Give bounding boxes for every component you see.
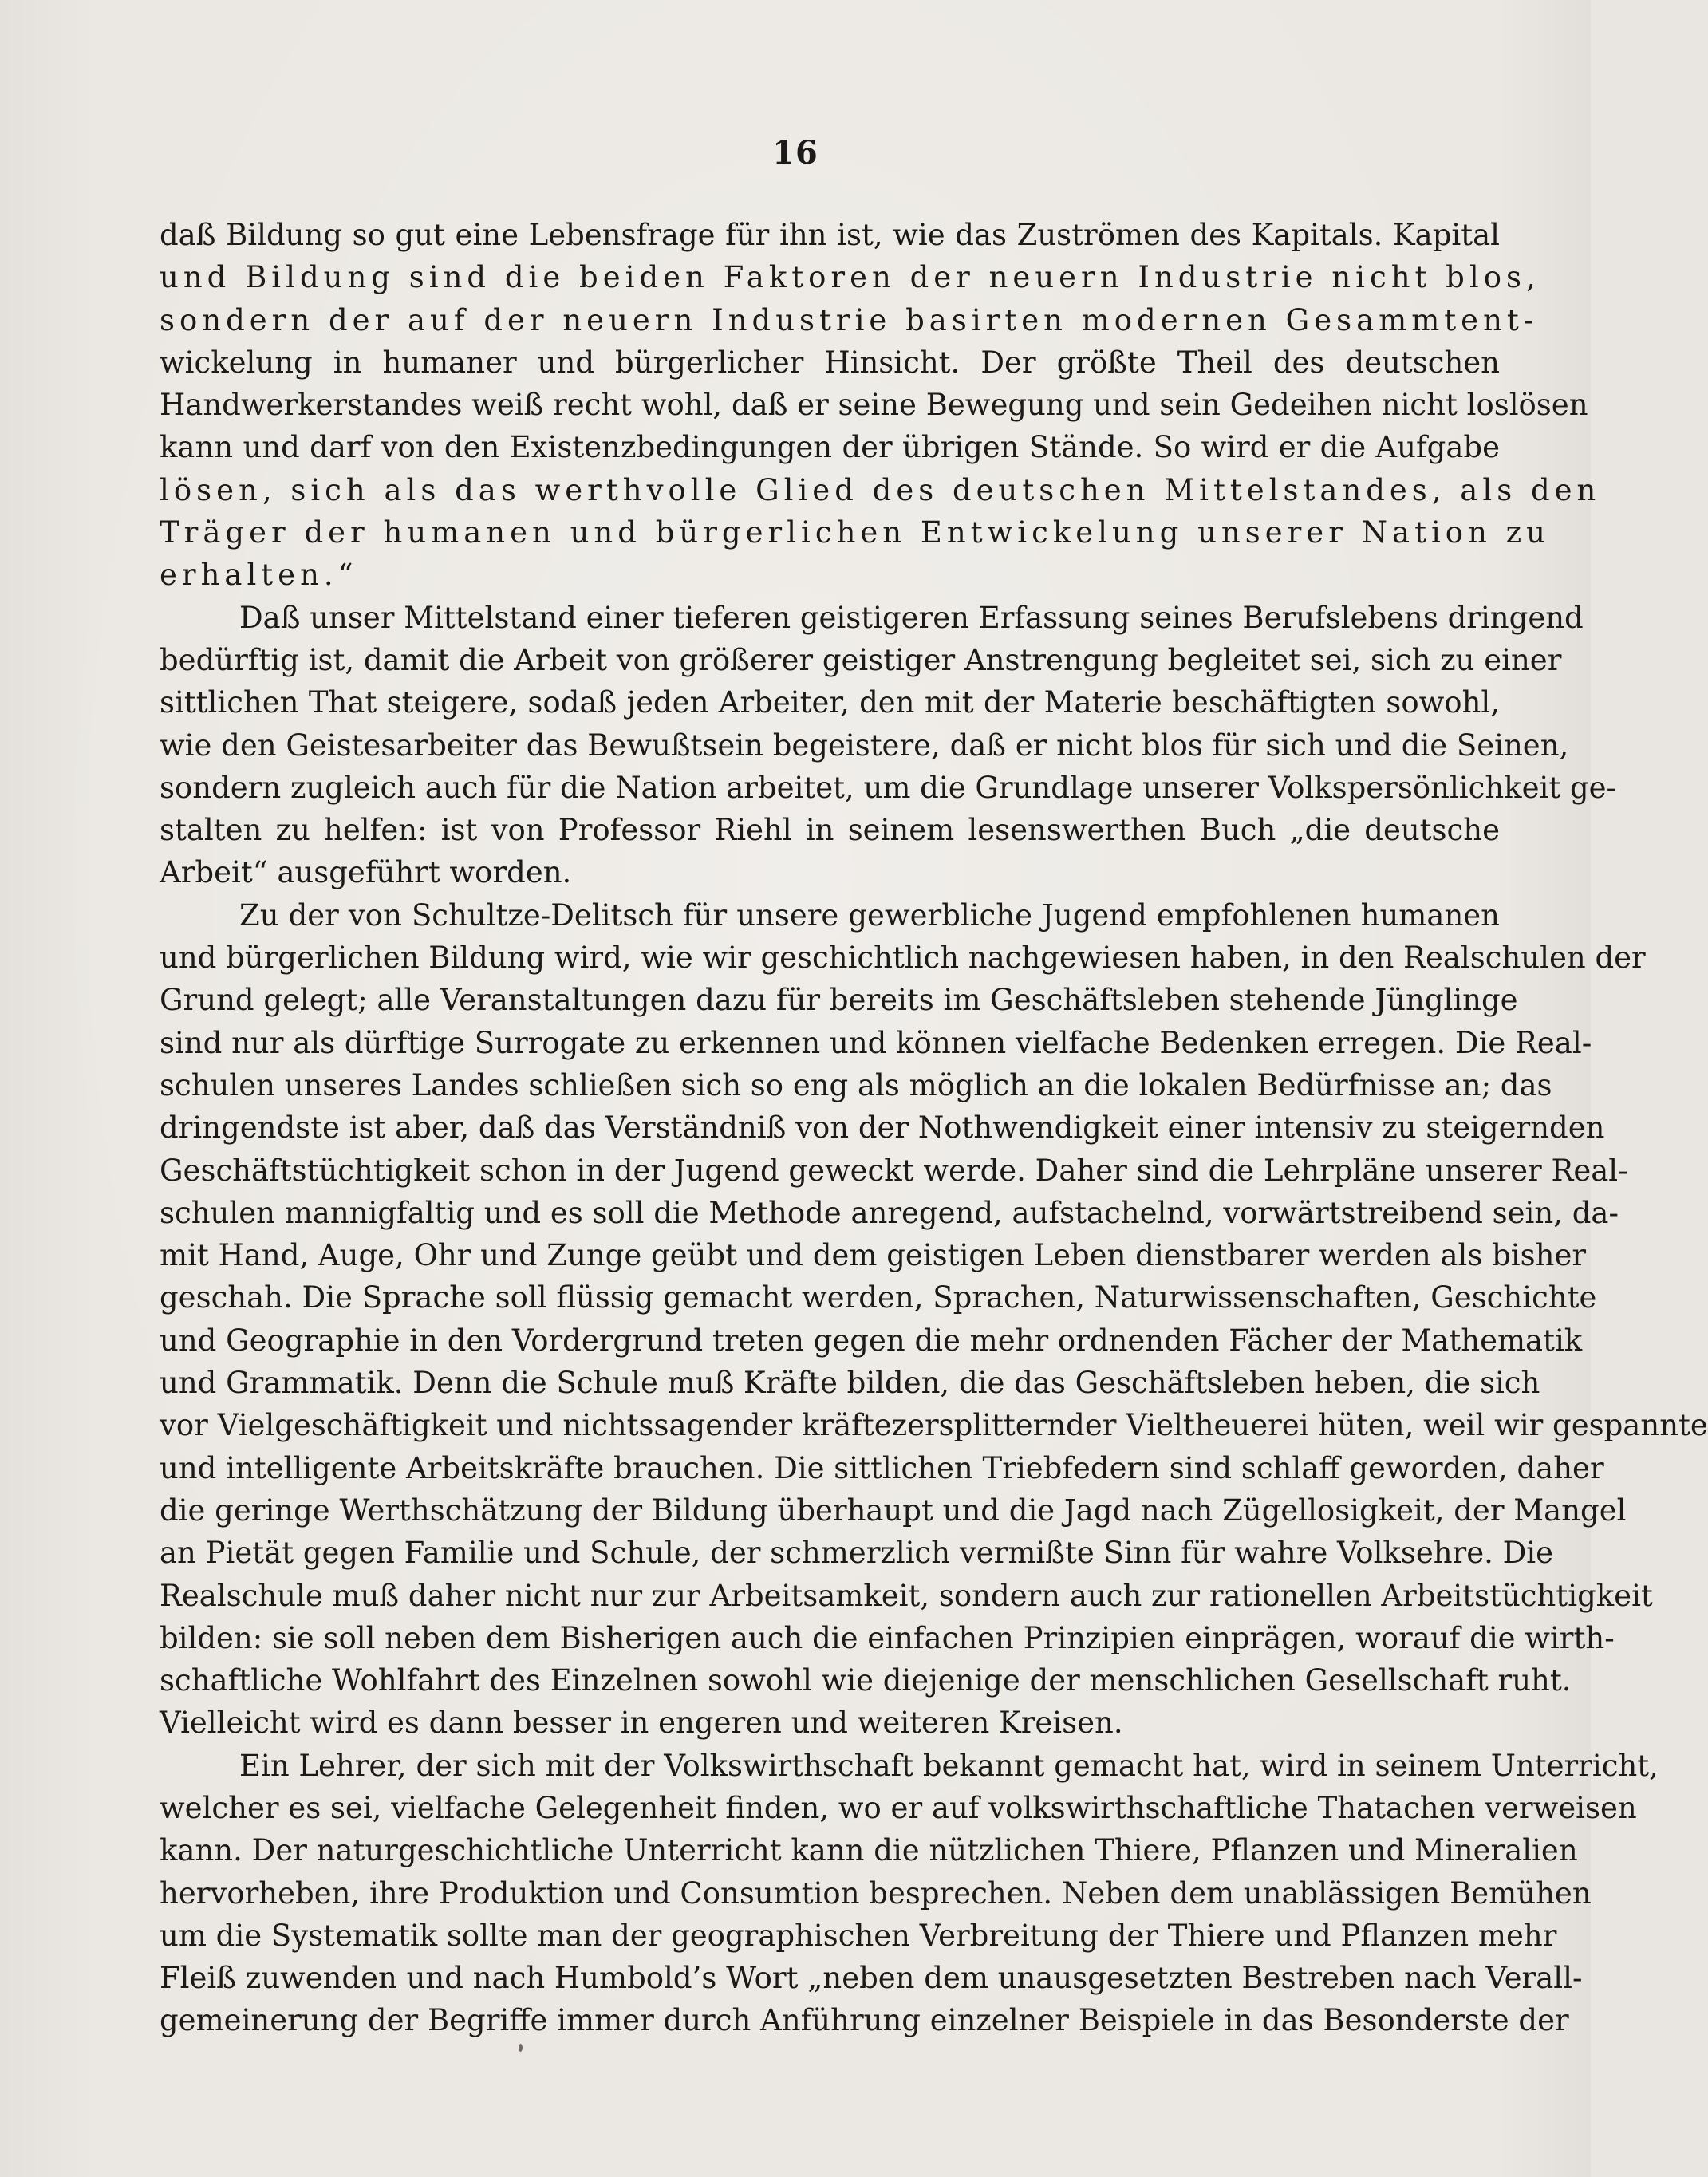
text-line: bilden: sie soll neben dem Bisherigen auch die einfachen Prinzipien einprägen, worauf die wirth- xyxy=(160,1620,1615,1655)
text-line: daß Bildung so gut eine Lebensfrage für ihn ist, wie das Zuströmen des Kapitals. Kapital xyxy=(160,218,1500,252)
text-line: sondern der auf der neuern Industrie basirten modernen Gesammtent- xyxy=(160,302,1539,337)
page-number: 16 xyxy=(772,134,818,172)
paper-speck xyxy=(519,2044,523,2052)
text-line: um die Systematik sollte man der geographischen Verbreitung der Thiere und Pflanzen mehr xyxy=(160,1918,1557,1953)
text-line: die geringe Werthschätzung der Bildung überhaupt und die Jagd nach Zügellosigkeit, der Mangel xyxy=(160,1493,1627,1528)
text-line: schaftliche Wohlfahrt des Einzelnen sowohl wie diejenige der menschlichen Gesellschaft ruht. xyxy=(160,1663,1572,1698)
text-line: bedürftig ist, damit die Arbeit von größerer geistiger Anstrengung begleitet sei, sich zu einer xyxy=(160,642,1562,677)
text-line: Ein Lehrer, der sich mit der Volkswirthschaft bekannt gemacht hat, wird in seinem Unterricht, xyxy=(239,1748,1659,1783)
text-line: mit Hand, Auge, Ohr und Zunge geübt und dem geistigen Leben dienstbarer werden als bisher xyxy=(160,1238,1587,1273)
text-line: und intelligente Arbeitskräfte brauchen. Die sittlichen Triebfedern sind schlaff geworden, daher xyxy=(160,1450,1604,1485)
text-line: Träger der humanen und bürgerlichen Entwickelung unserer Nation zu xyxy=(160,515,1550,550)
text-line: schulen unseres Landes schließen sich so eng als möglich an die lokalen Bedürfnisse an; das xyxy=(160,1067,1552,1102)
text-line: an Pietät gegen Familie und Schule, der schmerzlich vermißte Sinn für wahre Volksehre. Die xyxy=(160,1536,1554,1571)
text-line: Realschule muß daher nicht nur zur Arbeitsamkeit, sondern auch zur rationellen Arbeitstüchtigkeit xyxy=(160,1578,1653,1613)
text-line: wickelung in humaner und bürgerlicher Hinsicht. Der größte Theil des deutschen xyxy=(160,345,1500,380)
text-line: erhalten.“ xyxy=(160,558,358,593)
text-line: sind nur als dürftige Surrogate zu erkennen und können vielfache Bedenken erregen. Die Real- xyxy=(160,1025,1592,1060)
text-line: welcher es sei, vielfache Gelegenheit finden, wo er auf volkswirthschaftliche Thatachen verweisen xyxy=(160,1790,1637,1825)
text-line: und Grammatik. Denn die Schule muß Kräfte bilden, die das Geschäftsleben heben, die sich xyxy=(160,1366,1540,1401)
body-text xyxy=(160,214,1708,2042)
text-line: und Geographie in den Vordergrund treten gegen die mehr ordnenden Fächer der Mathematik xyxy=(160,1323,1583,1358)
text-line: lösen, sich als das werthvolle Glied des deutschen Mittelstandes, als den xyxy=(160,472,1601,507)
text-line: kann und darf von den Existenzbedingungen der übrigen Stände. So wird er die Aufgabe xyxy=(160,430,1500,465)
text-line: schulen mannigfaltig und es soll die Methode anregend, aufstachelnd, vorwärtstreibend sein, da- xyxy=(160,1195,1619,1230)
text-line: vor Vielgeschäftigkeit und nichtssagender kräftezersplitternder Vieltheuerei hüten, weil wir gespannte xyxy=(160,1408,1708,1443)
text-line: sittlichen That steigere, sodaß jeden Arbeiter, den mit der Materie beschäftigten sowohl, xyxy=(160,685,1500,720)
text-line: dringendste ist aber, daß das Verständniß von der Nothwendigkeit einer intensiv zu steigernden xyxy=(160,1110,1605,1146)
text-line: Zu der von Schultze-Delitsch für unsere gewerbliche Jugend empfohlenen humanen xyxy=(239,897,1500,933)
text-line: geschah. Die Sprache soll flüssig gemacht werden, Sprachen, Naturwissenschaften, Geschichte xyxy=(160,1280,1597,1315)
text-line: Fleiß zuwenden und nach Humbold’s Wort „neben dem unausgesetzten Bestreben nach Verall- xyxy=(160,1961,1583,1996)
text-line: Vielleicht wird es dann besser in engeren und weiteren Kreisen. xyxy=(160,1706,1123,1741)
text-line: stalten zu helfen: ist von Professor Riehl in seinem lesenswerthen Buch „die deutsche xyxy=(160,813,1500,848)
text-line: gemeinerung der Begriffe immer durch Anführung einzelner Beispiele in das Besonderste der xyxy=(160,2003,1569,2038)
text-line: sondern zugleich auch für die Nation arbeitet, um die Grundlage unserer Volkspersönlichkeit ge- xyxy=(160,770,1617,805)
text-line: Daß unser Mittelstand einer tieferen geistigeren Erfassung seines Berufslebens dringend xyxy=(239,600,1584,635)
text-line: Handwerkerstandes weiß recht wohl, daß er seine Bewegung und sein Gedeihen nicht loslösen xyxy=(160,388,1588,423)
text-line: kann. Der naturgeschichtliche Unterricht kann die nützlichen Thiere, Pflanzen und Mineralien xyxy=(160,1833,1578,1868)
text-line: und Bildung sind die beiden Faktoren der neuern Industrie nicht blos, xyxy=(160,260,1540,295)
text-line: und bürgerlichen Bildung wird, wie wir geschichtlich nachgewiesen haben, in den Realschulen der xyxy=(160,941,1646,976)
text-line: Grund gelegt; alle Veranstaltungen dazu für bereits im Geschäftsleben stehende Jünglinge xyxy=(160,983,1518,1018)
text-line: wie den Geistesarbeiter das Bewußtsein begeistere, daß er nicht blos für sich und die Seinen, xyxy=(160,728,1569,763)
text-line: hervorheben, ihre Produktion und Consumtion besprechen. Neben dem unablässigen Bemühen xyxy=(160,1875,1592,1911)
text-line: Geschäftstüchtigkeit schon in der Jugend geweckt werde. Daher sind die Lehrpläne unserer Real- xyxy=(160,1153,1628,1188)
text-line: Arbeit“ ausgeführt worden. xyxy=(160,855,572,890)
